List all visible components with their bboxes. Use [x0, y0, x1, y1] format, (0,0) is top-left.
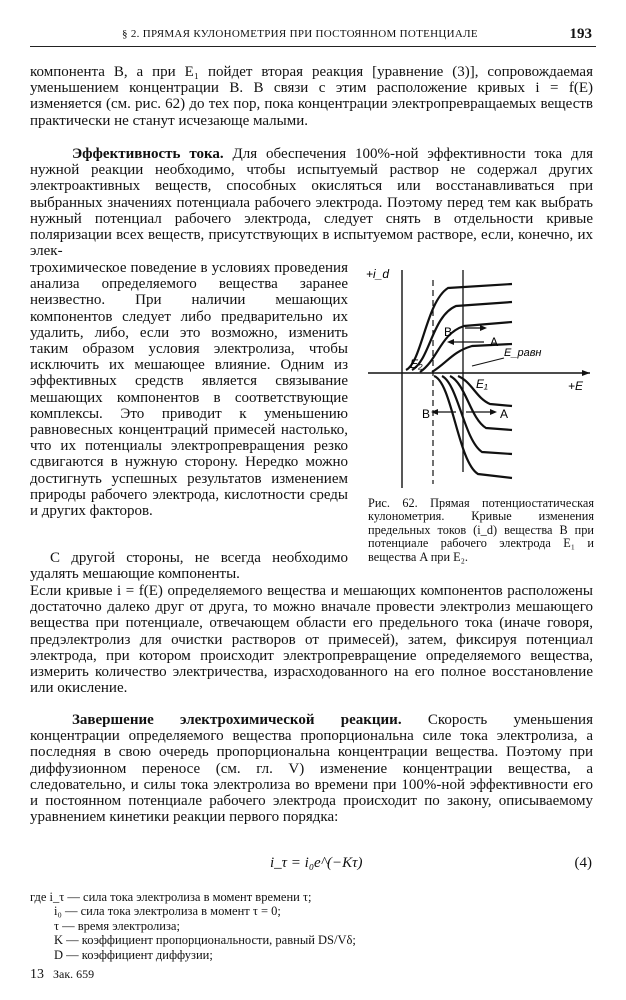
label-a-lower: A	[500, 407, 509, 421]
definition-item: K — коэффициент пропорциональности, равный DS/Vδ;	[54, 933, 356, 948]
arrow-b-upper-head	[480, 325, 487, 331]
label-y-axis: +i_d	[366, 267, 390, 281]
paragraph-current-efficiency	[30, 146, 593, 259]
label-e-eq: E_равн	[504, 347, 542, 359]
order-number: Зак. 659	[53, 967, 95, 981]
curve-upper-4	[432, 344, 512, 372]
section-heading-completion: Завершение электрохимической реакции.	[72, 712, 402, 728]
label-x-axis: +E	[568, 379, 584, 393]
label-e1: E₁	[476, 377, 488, 391]
definition-item: где i_τ — сила тока электролиза в момент времени τ;	[30, 890, 312, 904]
definitions-list	[30, 890, 590, 962]
figure-62	[362, 262, 598, 494]
paragraph-1: компонента B, а при E₁ пойдет вторая реакция [уравнение (3)], сопровождаемая уменьшением концентрации B. В связи с этим расположение кривых i = f(E) изменяется (см. рис. 62) до тех пор, пока концентрации электропревращаемых веществ практически не станут исчезающе малыми.	[30, 64, 593, 129]
definition-item: τ — время электролиза;	[54, 918, 180, 933]
label-e2: E₂	[410, 357, 423, 371]
label-a-upper: A	[490, 335, 499, 349]
arrow-a-lower-head	[490, 409, 497, 415]
paragraph-2-continued: трохимическое поведение в условиях проведения анализа определяемого вещества заранее неизвестно. При наличии мешающих компонентов следует либо предварительно их удалить, либо, если это возможно, изменить таким образом условия электролиза, чтобы исключить их мешающее влияние. Одним из эффективных средств является связывание мешающих компонентов в соответствующие комплексы. Это приводит к уменьшению равновесных концентраций примесей настолько, что их потенциалы электропревращения резко сдвигаются в нужную сторону. Нередко можно достигнуть успешных результатов изменением природы рабочего электрода, кислотности среды и других факторов.	[30, 260, 348, 520]
figure-caption: Рис. 62. Прямая потенциостатическая кулонометрия. Кривые изменения предельных токов (i_d) вещества B при потенциале рабочего электрода E₁ и вещества A при E₂.	[368, 496, 594, 564]
paragraph-3-start: С другой стороны, не всегда необходимо удалять мешающие компоненты.	[30, 550, 348, 583]
e-eq-pointer	[472, 358, 504, 366]
label-b-upper: B	[444, 325, 453, 339]
definition-item: i₀ — сила тока электролиза в момент τ = 0;	[54, 904, 281, 919]
paragraph-reaction-completion	[30, 712, 593, 825]
paragraph-4-body: Скорость уменьшения концентрации определяемого вещества пропорциональна силе тока электролиза, а последняя в свою очередь пропорциональна концентрации вещества. Поэтому при диффузионном переносе (см. гл. V) изменение концентрации вещества, а следовательно, и силы тока электролиза во времени при 100%-ной эффективности его и постоянном потенциале рабочего электрода происходит по закону, описываемому уравнением кинетики реакции первого порядка:	[30, 712, 593, 826]
paragraph-2-body: Для обеспечения 100%-ной эффективности тока для нужной реакции необходимо, чтобы испытуемый раствор не содержал других электроактивных веществ, способных окисляться или восстанавливаться при выбранных значениях потенциала рабочего электрода. Поэтому перед тем как выбрать нужный потенциал рабочего электрода, следует снять в отдельности кривые поляризации всех веществ, присутствующих в испытуемом растворе, если, конечно, их элек-	[30, 146, 593, 260]
section-heading-efficiency: Эффективность тока.	[72, 146, 224, 162]
curve-lower-1	[434, 376, 512, 478]
equation-number: (4)	[574, 855, 592, 871]
x-axis-arrow	[582, 370, 590, 376]
arrow-b-lower-head	[431, 409, 438, 415]
definition-item: D — коэффициент диффузии;	[54, 947, 213, 962]
header-title: § 2. ПРЯМАЯ КУЛОНОМЕТРИЯ ПРИ ПОСТОЯННОМ ПОТЕНЦИАЛЕ	[122, 28, 478, 40]
sheet-number: 13	[30, 967, 44, 982]
arrow-a-upper-head	[447, 339, 454, 345]
paragraph-3-rest: Если кривые i = f(E) определяемого вещества и мешающих компонентов расположены достаточно далеко друг от друга, то можно вначале провести электролиз мешающего вещества при потенциале, отвечающем области его предельного тока (иначе говоря, предэлектролиз для очистки растворов от примесей), затем, фиксируя потенциал электрода, при котором происходит электропревращение определяемого вещества, измерить количество электричества, израсходованного на его полное восстановление или окисление.	[30, 583, 593, 697]
page-number: 193	[569, 26, 592, 42]
running-header	[30, 26, 596, 47]
label-b-lower: B	[422, 407, 431, 421]
formula-4: i_τ = i₀e^(−Kτ)	[270, 855, 363, 871]
footer	[30, 967, 94, 983]
